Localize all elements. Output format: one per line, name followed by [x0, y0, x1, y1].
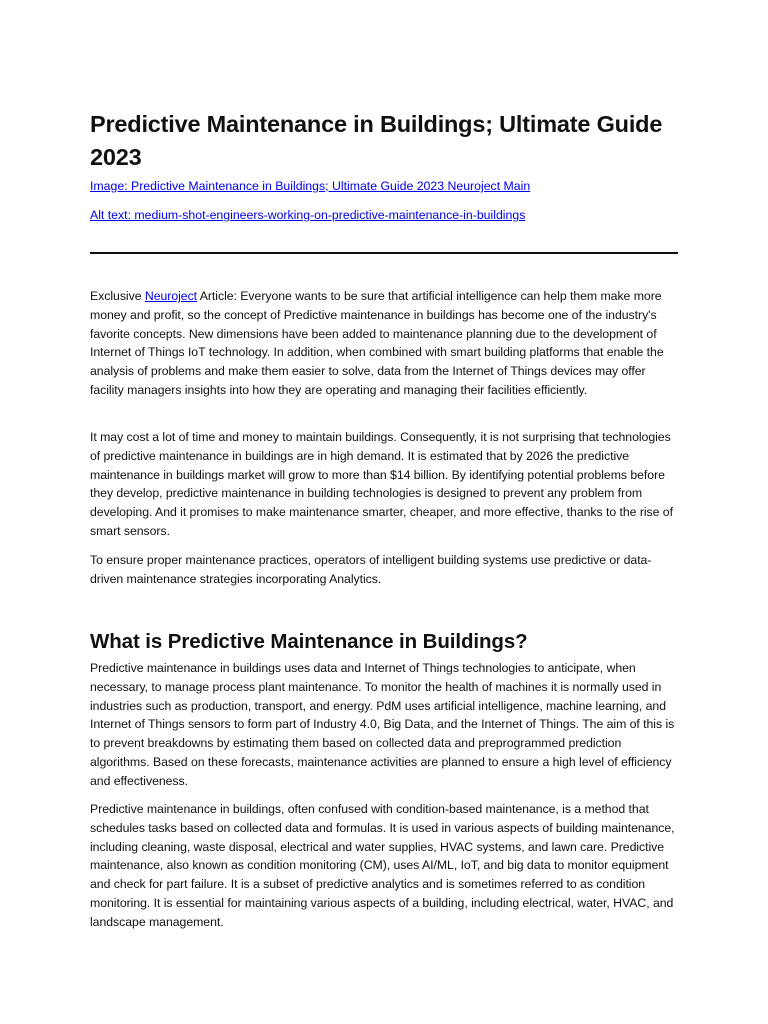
alt-text-link[interactable]: Alt text: medium-shot-engineers-working-on-predictive-maintenance-in-buildings	[90, 208, 526, 222]
intro-paragraph	[90, 287, 678, 400]
intro-prefix: Exclusive	[90, 289, 145, 303]
image-link[interactable]: Image: Predictive Maintenance in Buildings; Ultimate Guide 2023 Neuroject Main	[90, 179, 531, 193]
intro-text: Article: Everyone wants to be sure that artificial intelligence can help them make more money and profit, so the concept of Predictive maintenance in buildings has become one of the industry's favorite concepts. New dimensions have been added to maintenance planning due to the development of Internet of Things IoT technology. In addition, when combined with smart building platforms that enable the analysis of problems and make them easier to solve, data from the Internet of Things devices may offer facility managers insights into how they are operating and managing their facilities efficiently.	[90, 289, 664, 397]
paragraph-definition: Predictive maintenance in buildings uses data and Internet of Things technologies to anticipate, when necessary, to manage process plant maintenance. To monitor the health of machines it is normally used in industries such as production, transport, and energy. PdM uses artificial intelligence, machine learning, and Internet of Things sensors to form part of Industry 4.0, Big Data, and the Internet of Things. The aim of this is to prevent breakdowns by estimating them based on collected data and preprogrammed prediction algorithms. Based on these forecasts, maintenance activities are planned to ensure a high level of efficiency and effectiveness.	[90, 661, 675, 788]
paragraph-cost: It may cost a lot of time and money to maintain buildings. Consequently, it is not surprising that technologies of predictive maintenance in buildings are in high demand. It is estimated that by 2026 the predictive maintenance in buildings market will grow to more than $14 billion. By identifying potential problems before they develop, predictive maintenance in building technologies is designed to prevent any problem from developing. And it promises to make maintenance smarter, cheaper, and more effective, thanks to the rise of smart sensors.	[90, 430, 673, 538]
neuroject-link[interactable]: Neuroject	[144, 289, 198, 303]
paragraph-practices: To ensure proper maintenance practices, operators of intelligent building systems use predictive or data-driven maintenance strategies incorporating Analytics.	[90, 553, 652, 586]
paragraph-condition-based: Predictive maintenance in buildings, often confused with condition-based maintenance, is a method that schedules tasks based on collected data and formulas. It is used in various aspects of building maintenance, including cleaning, waste disposal, electrical and water supplies, HVAC systems, and lawn care. Predictive maintenance, also known as condition monitoring (CM), uses AI/ML, IoT, and big data to monitor equipment and check for part failure. It is a subset of predictive analytics and is sometimes referred to as condition monitoring. It is essential for maintaining various aspects of a building, including electrical, water, HVAC, and landscape management.	[90, 802, 675, 929]
page-title: Predictive Maintenance in Buildings; Ultimate Guide 2023	[90, 111, 663, 170]
horizontal-divider	[90, 252, 678, 254]
section-heading: What is Predictive Maintenance in Buildings?	[90, 630, 528, 653]
